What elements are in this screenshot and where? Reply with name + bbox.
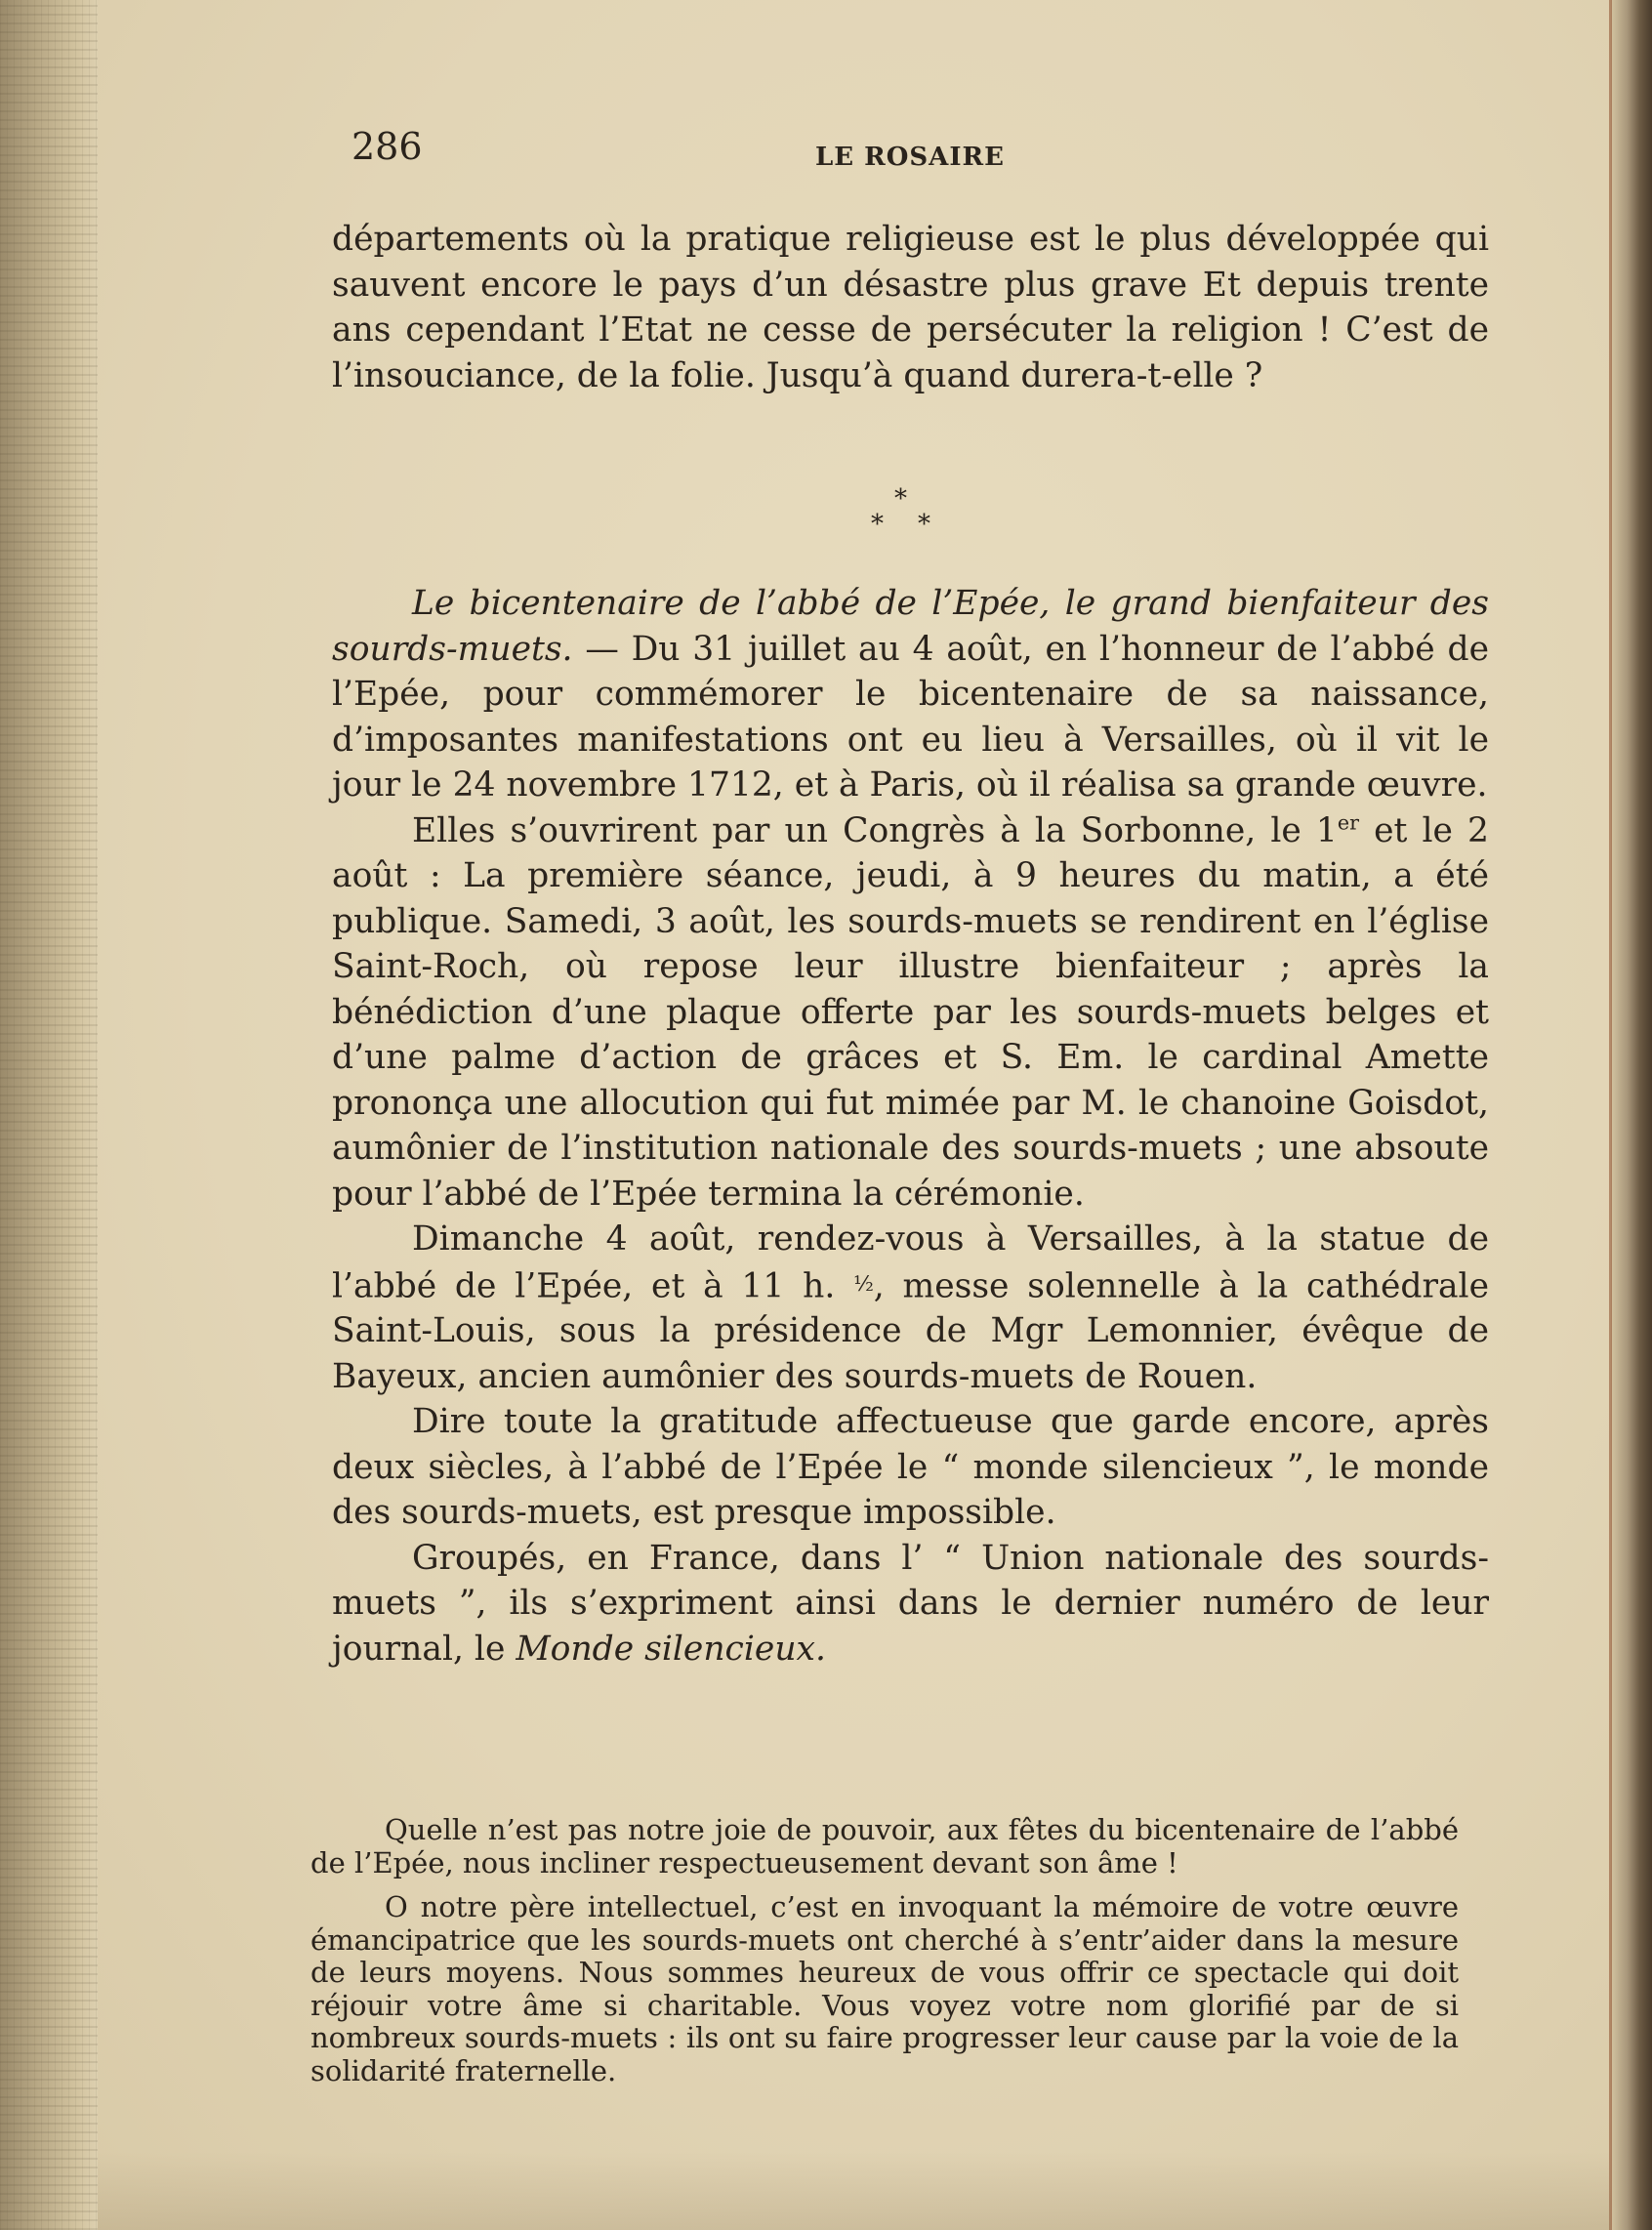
quotation-paragraph: O notre père intellectuel, c’est en invoquant la mémoire de votre œuvre émancipatrice que les sourds-muets ont cherché à s’entr’aider dans la mesure de leurs moyens. Nous sommes heureux de vous offrir ce spectacle qui doit réjouir votre âme si charitable. Vous voyez votre nom glorifié par de si nombreux sourds-muets : ils ont su faire progresser leur cause par la voie de la solidarité fraternelle. <box>310 1890 1459 2087</box>
paragraph-text: , messe solennelle à la cathédrale Saint-Louis, sous la présidence de Mgr Lemonnier, évêque de Bayeux, ancien aumônier des sourds-muets de Rouen. <box>332 1265 1489 1396</box>
paragraph-text: Elles s’ouvrirent par un Congrès à la Sorbonne, le 1 <box>412 810 1338 850</box>
paragraph-union <box>332 1536 1489 1672</box>
section-asterism <box>859 486 957 545</box>
journal-title: Monde silencieux. <box>516 1629 826 1669</box>
article-section <box>332 581 1489 1672</box>
quotation-paragraph: Quelle n’est pas notre joie de pouvoir, aux fêtes du bicentenaire de l’abbé de l’Epée, nous incliner respectueusement devant son âme ! <box>310 1813 1459 1879</box>
paragraph-versailles <box>332 1217 1489 1399</box>
page-bottom-shading <box>98 2152 1611 2230</box>
section-intro-text: — Du 31 juillet au 4 août, en l’honneur de l’abbé de l’Epée, pour commémorer le bicentenaire de sa naissance, d’imposantes manifestations ont eu lieu à Versailles, où il vit le jour le 24 novembre 1712, et à Paris, où il réalisa sa grande œuvre. <box>332 629 1489 805</box>
asterism-star: * <box>918 510 930 539</box>
page-right-edge <box>1611 0 1652 2230</box>
paragraph-gratitude: Dire toute la gratitude affectueuse que garde encore, après deux siècles, à l’abbé de l’Epée le “ monde silencieux ”, le monde des sourds-muets, est presque impossible. <box>332 1402 1489 1533</box>
binding-texture <box>0 0 98 2230</box>
asterism-star: * <box>894 484 907 514</box>
running-title: LE ROSAIRE <box>815 143 1005 172</box>
page-header <box>351 125 1484 174</box>
section-intro-paragraph <box>332 581 1489 808</box>
paragraph-continuation: départements où la pratique religieuse est le plus développée qui sauvent encore le pays d’un désastre plus grave Et depuis trente ans cependant l’Etat ne cesse de persécuter la religion ! C’est de l’insouciance, de la folie. Jusqu’à quand durera-t-elle ? <box>332 220 1489 395</box>
paragraph-congress <box>332 808 1489 1218</box>
paragraph-text: et le 2 août : La première séance, jeudi, à 9 heures du matin, a été publique. Samedi, 3 août, les sourds-muets se rendirent en l’église Saint-Roch, où repose leur illustre bienfaiteur ; après la bénédiction d’une plaque offerte par les sourds-muets belges et d’une palme d’action de grâces et S. Em. le cardinal Amette prononça une allocution qui fut mimée par M. le chanoine Goisdot, aumônier de l’institution nationale des sourds-muets ; une absoute pour l’abbé de l’Epée termina la cérémonie. <box>332 810 1489 1214</box>
quotation-block <box>310 1814 1459 2099</box>
section-title: Le bicentenaire de l’abbé de l’Epée, le grand bienfaiteur des sourds-muets. <box>332 584 1489 669</box>
superscript: er <box>1337 810 1359 834</box>
fraction: ½ <box>853 1271 874 1297</box>
asterism-star: * <box>871 510 884 539</box>
continued-paragraph <box>332 217 1489 398</box>
paragraph-text: Dimanche 4 août, rendez-vous à Versailles, à la statue de l’abbé de l’Epée, et à 11 h. <box>332 1219 1489 1305</box>
page-edge-line <box>1609 0 1612 2230</box>
paragraph-text: Groupés, en France, dans l’ “ Union nationale des sourds-muets ”, ils s’expriment ainsi dans le dernier numéro de leur journal, le <box>332 1538 1489 1669</box>
page-number: 286 <box>351 125 423 168</box>
